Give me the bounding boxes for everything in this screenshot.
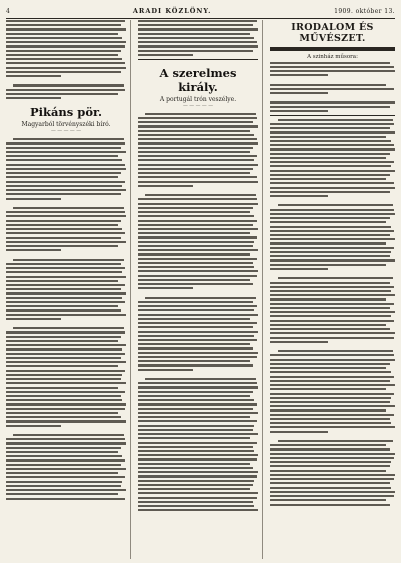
divider [270, 115, 395, 116]
section-rule [270, 47, 395, 51]
section-subtitle: A szinház műsora: [307, 53, 358, 60]
article-byline: — — — — — [182, 103, 214, 109]
columns [6, 20, 395, 559]
arts-column-body [270, 119, 395, 506]
column-2 [138, 20, 263, 559]
column-3 [270, 20, 395, 559]
article-text-continued [6, 20, 126, 99]
theatre-program [270, 62, 395, 112]
divider [138, 59, 258, 60]
article-subtitle: Magyarból törvényszéki bíró. [21, 121, 111, 129]
article-byline: — — — — — [50, 129, 82, 135]
paper-title: ARADI KÖZLÖNY. [132, 7, 212, 15]
page-number: 4 [6, 7, 11, 15]
article-title-pikans-por: Pikáns pör. [30, 105, 102, 120]
masthead [6, 4, 395, 19]
issue-date: 1909. október 13. [334, 7, 395, 15]
article-text-continued [138, 20, 258, 56]
article-body [6, 138, 126, 499]
article-body [138, 113, 258, 512]
article-title-szerelmes-kiraly: A szerelmes király. [159, 65, 237, 94]
column-1 [6, 20, 131, 559]
article-subtitle: A portugál trón veszélye. [159, 95, 237, 103]
section-title-irodalom: IRODALOM ÉS MŰVÉSZET. [291, 22, 374, 44]
